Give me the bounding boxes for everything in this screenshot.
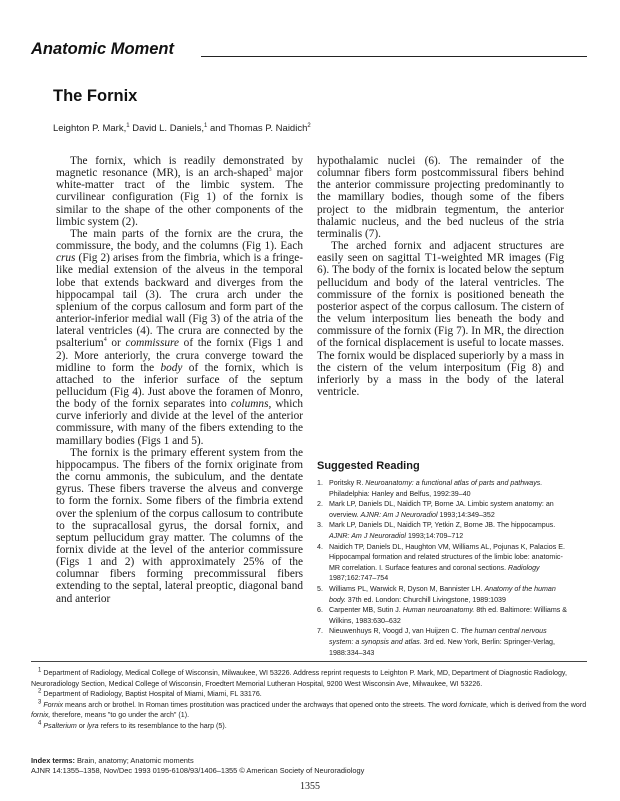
- footnotes: [31, 668, 587, 732]
- p2-text-e: of the fornix, which is attached to the inferior surface of the septum pellucidum (Fig 4). Just above the foramen of Monro, the body of the fornix separates into: [56, 361, 303, 411]
- footnote-term: Fornix: [43, 700, 64, 709]
- p1-text-b: major white-matter tract of the limbic system. The curvilinear configuration (Fig 1) of the fornix is similar to the shape of the other components of the limbic system (2).: [56, 167, 303, 228]
- article-title: The Fornix: [53, 87, 138, 105]
- reference-number: 5.: [317, 584, 323, 593]
- reference-details: 8th ed. Baltimore: Williams & Wilkins, 1983:630–632: [329, 606, 568, 625]
- reference-source: Human neuroanatomy.: [402, 606, 475, 615]
- author-3-affiliation-mark: 2: [307, 122, 311, 129]
- reference-text: Mark LP, Daniels DL, Naidich TP, Borne JA. Limbic system anatomy: an overview.: [329, 500, 554, 519]
- reference-details: 1993;14:709–712: [406, 531, 464, 540]
- author-2-affiliation-mark: 1: [204, 122, 208, 129]
- author-line: [53, 123, 573, 134]
- reference-source: Radiology: [508, 563, 540, 572]
- reference-details: 1993;14:349–352: [437, 510, 495, 519]
- reference-text: Naidich TP, Daniels DL, Haughton VM, Williams AL, Pojunas K, Palacios E. Hippocampal formation and related structures of the limbic lobe: anatomic-MR correlation. I. Surface features and coronal sections.: [329, 542, 565, 572]
- p2-text-c: or: [106, 337, 126, 350]
- reference-item: [317, 626, 572, 658]
- reference-text: Carpenter MB, Sutin J.: [329, 606, 403, 615]
- footnote-text: means arch or brothel. In Roman times prostitution was practiced under the archways that opened onto the streets. The word: [63, 700, 460, 709]
- author-2: David L. Daniels,: [129, 123, 205, 134]
- footnote-mark: 1: [38, 667, 42, 674]
- author-1-affiliation-mark: 1: [126, 122, 130, 129]
- reference-source: AJNR: Am J Neuroradiol: [329, 531, 407, 540]
- footnote-mark: 2: [38, 688, 42, 695]
- p1-text-a: The fornix, which is readily demonstrated by magnetic resonance (MR), is an arch-shaped: [56, 155, 303, 180]
- p2-text-a: The main parts of the fornix are the crura, the commissure, the body, and the columns (Fig 1). Each: [56, 227, 303, 253]
- reference-item: [317, 584, 572, 605]
- footnote-ref-3: 3: [268, 167, 272, 174]
- author-1: Leighton P. Mark,: [53, 123, 127, 134]
- body-paragraph-3: The fornix is the primary efferent system from the hippocampus. The fibers of the fornix originate from the cornu ammonis, the subiculum, and the dentate gyrus. These fibers traverse the alveus and converge to form the fornix. Some fibers of the fimbria extend over the splenium of the corpus callosum to contribute to the supracallosal gyrus, the dorsal fornix, and septum pellucidum gray matter. The columns of the fornix divide at the level of the anterior commissure (Figs 1 and 2) with approximately 25% of the columnar fibers forming precommissural fibers extending to the septal, lateral preoptic, diagonal band and anterior: [56, 446, 303, 605]
- term-crus: crus: [56, 252, 76, 265]
- reference-number: 4.: [317, 542, 323, 551]
- reference-text: Poritsky R.: [329, 479, 366, 487]
- reference-number: 7.: [317, 627, 323, 636]
- reference-number: 2.: [317, 500, 323, 509]
- reference-item: [317, 499, 572, 520]
- index-terms: [31, 756, 587, 765]
- suggested-reading-heading: Suggested Reading: [317, 460, 420, 472]
- reference-source: Neuroanatomy: a functional atlas of parts and pathways.: [365, 479, 543, 487]
- term-body: body: [160, 361, 183, 374]
- footnote-3: [31, 700, 587, 721]
- footnote-term: fornicate,: [459, 700, 489, 709]
- footnote-term: lyra: [87, 721, 99, 730]
- section-title: Anatomic Moment: [31, 40, 175, 58]
- reference-number: 6.: [317, 606, 323, 615]
- reference-source: AJNR: Am J Neuroradiol: [360, 510, 438, 519]
- body-paragraph-2: [56, 228, 303, 447]
- body-paragraph-4: The arched fornix and adjacent structures are easily seen on sagittal T1-weighted MR images (Fig 6). The body of the fornix is located below the septum pellucidum and body of the lateral ventricles. The commissure of the fornix is positioned beneath the posterior aspect of the corpus callosum. The cistern of the velum interpositum lies beneath the body and commissure of the fornix (Fig 7). In MR, the direction of the fornical displacement is useful to locate masses. The fornix would be displaced superiorly by a mass in the cistern of the velum interpositum (Fig 8) and inferiorly by a mass in the body of the lateral ventricle.: [317, 240, 564, 398]
- reference-details: 1987;162:747–754: [329, 574, 389, 583]
- journal-citation: AJNR 14:1355–1358, Nov/Dec 1993 0195-6108/93/1406–1355 © American Society of Neuroradiology: [31, 766, 365, 775]
- section-header: [31, 40, 587, 64]
- reference-number: 3.: [317, 521, 323, 530]
- reference-details: 37th ed. London: Churchill Livingstone, 1989:1039: [345, 595, 506, 604]
- footnote-text: which is derived from the word: [488, 700, 587, 709]
- footnote-2: [31, 689, 587, 700]
- footnote-text: refers to its resemblance to the harp (5).: [98, 721, 227, 730]
- reference-details: 3rd ed. New York, Berlin: Springer-Verlag, 1988:334–343: [329, 637, 555, 657]
- footnote-1: [31, 668, 587, 689]
- reference-text: Nieuwenhuys R, Voogd J, van Huijzen C.: [329, 627, 461, 636]
- footnote-text: Department of Radiology, Medical College of Wisconsin, Milwaukee, WI 53226. Address reprint requests to Leighton P. Mark, MD, Department of Diagnostic Radiology, Neuroradiology Section, Medical College of Wisconsin, Froedtert Memorial Lutheran Hospital, 9200 West Wisconsin Ave, Milwaukee, WI 53226.: [31, 669, 567, 688]
- footnote-text: or: [76, 721, 88, 730]
- page-number: 1355: [300, 781, 320, 792]
- reference-source: Anatomy of the human body.: [329, 584, 556, 604]
- right-column: [317, 155, 564, 398]
- footnote-4: [31, 721, 587, 732]
- index-terms-label: Index terms:: [31, 756, 75, 765]
- reference-item: [317, 520, 572, 541]
- p2-text-d: of the fornix (Figs 1 and 2). More anteriorly, the crura converge toward the midline to form the: [56, 337, 304, 374]
- reference-list: [317, 478, 572, 658]
- footnote-term: Psalterium: [43, 721, 77, 730]
- p2-text-f: which curve inferiorly and divide at the level of the anterior commissure, with many of the fibers extending to the mamillary bodies (Figs 1 and 5).: [56, 398, 303, 447]
- reference-details: Philadelphia: Hanley and Belfus, 1992:39–40: [329, 489, 471, 498]
- body-paragraph-1: [56, 155, 303, 228]
- footnote-mark: 3: [38, 699, 42, 706]
- footnote-text: therefore, means "to go under the arch" (1).: [50, 711, 190, 720]
- left-column: [56, 155, 303, 605]
- reference-text: Williams PL, Warwick R, Dyson M, Bannister LH.: [329, 584, 485, 593]
- reference-item: [317, 605, 572, 626]
- footnote-mark: 4: [38, 720, 42, 727]
- footnote-ref-4: 4: [103, 337, 107, 344]
- footnote-text: Department of Radiology, Baptist Hospital of Miami, Miami, FL 33176.: [41, 690, 262, 699]
- reference-source: The human central nervous system: a synopsis and atlas.: [329, 627, 547, 646]
- p2-text-b: (Fig 2) arises from the fimbria, which is a fringe-like medial extension of the alveus in the temporal lobe that extends backward and diverges from the hippocampal tail (3). The crura arch under the splenium of the corpus callosum and form part of the anterior-inferior medial wall (Fig 3) of the atria of the lateral ventricles (4). The crura are connected by the psalterium: [56, 252, 303, 350]
- footnote-divider: [31, 661, 587, 662]
- reference-item: [317, 542, 572, 584]
- term-commissure: commissure: [125, 337, 179, 350]
- footnote-term: fornix,: [31, 711, 51, 720]
- index-terms-text: Brain, anatomy; Anatomic moments: [74, 756, 194, 765]
- header-rule: [201, 56, 587, 57]
- body-paragraph-3-continued: hypothalamic nuclei (6). The remainder of the columnar fibers form postcommissural fibers behind the anterior commissure projecting predominantly to the mamillary bodies, though some of the fibers project to the midbrain tegmentum, the anterior thalamic nucleus, and the bed nucleus of the stria terminalis (7).: [317, 155, 564, 240]
- author-3: and Thomas P. Naidich: [207, 123, 308, 134]
- reference-text: Mark LP, Daniels DL, Naidich TP, Yetkin Z, Borne JB. The hippocampus.: [329, 521, 556, 530]
- reference-number: 1.: [317, 479, 323, 487]
- reference-item: [317, 478, 572, 499]
- term-columns: columns,: [230, 398, 272, 411]
